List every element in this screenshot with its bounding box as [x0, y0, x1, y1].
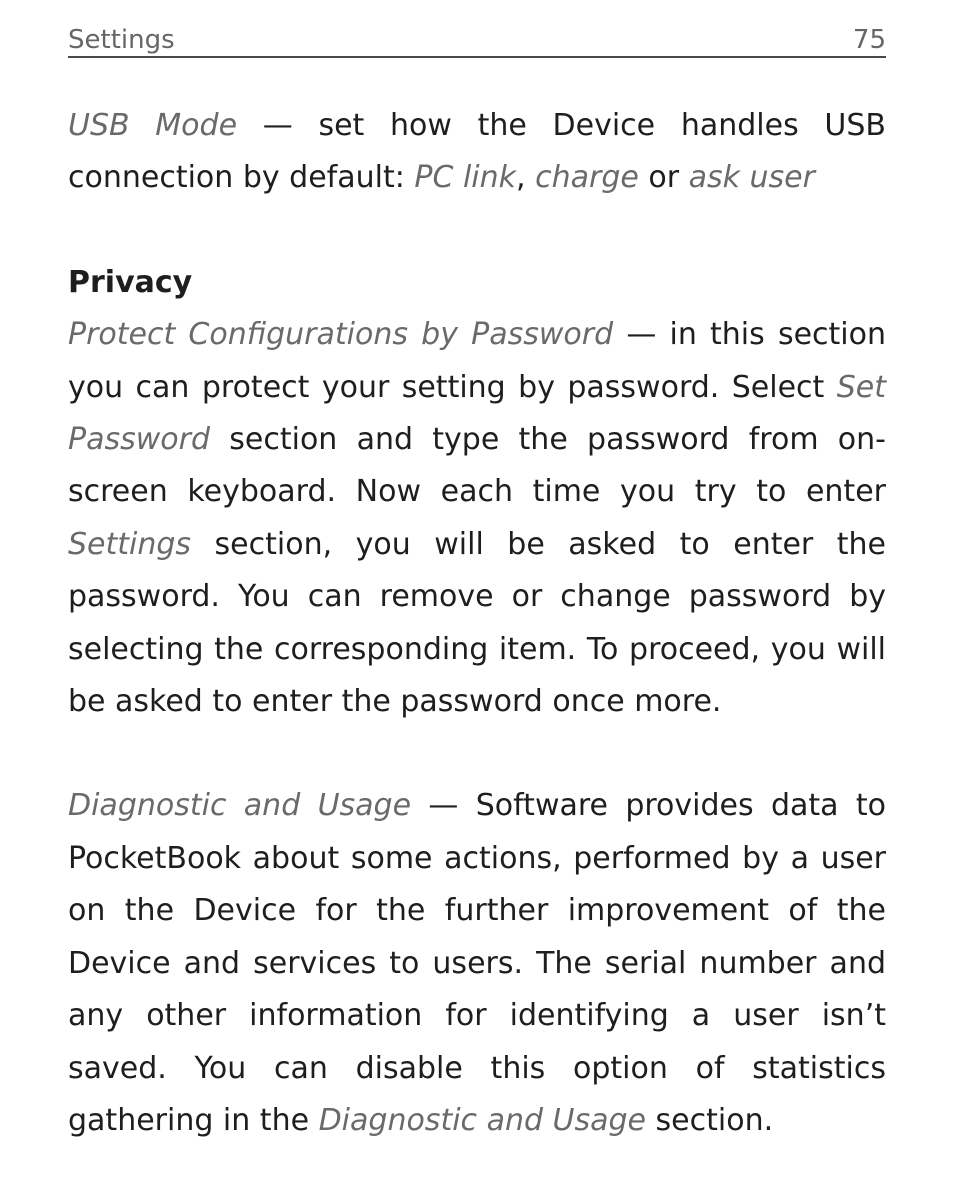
settings-term: Settings [68, 526, 192, 562]
usb-mode-paragraph [68, 100, 886, 205]
page-header [68, 0, 886, 58]
diagnostic-usage-term: Diagnostic and Usage [68, 788, 412, 824]
privacy-text-2: section and type the password from on-screen keyboard. Now each time you try to enter [68, 422, 886, 510]
diagnostic-text-2: section. [646, 1102, 774, 1138]
usb-mode-text: — set how the Device handles USB connection by default: [68, 108, 887, 196]
page-content [68, 100, 886, 1147]
privacy-heading: Privacy [68, 264, 193, 300]
privacy-text-3: section, you will be asked to enter the password. You can remove or change password by selecting the corresponding item. To proceed, you will be asked to enter the password once more. [68, 526, 886, 720]
diagnostic-text-1: — Software provides data to PocketBook about some actions, performed by a user on the Device for the further improvement of the Device and services to users. The serial number and any other information for identifying a user isn’t saved. You can disable this option of statistics gathering in the [68, 788, 886, 1138]
usb-mode-term: USB Mode [68, 108, 238, 143]
diagnostic-paragraph [68, 780, 886, 1147]
usb-separator-2: or [638, 160, 689, 196]
usb-option-pc-link: PC link [414, 160, 517, 196]
protect-password-term: Protect Configurations by Password [68, 317, 614, 353]
header-section-title: Settings [68, 25, 175, 55]
usb-option-charge: charge [535, 160, 639, 196]
set-password-term: Set Password [68, 369, 886, 458]
usb-separator-1: , [516, 160, 536, 196]
privacy-paragraph [68, 309, 886, 728]
privacy-text-1: — in this section you can protect your setting by password. Select [68, 317, 886, 405]
document-page [68, 0, 886, 1147]
usb-option-ask-user: ask user [688, 160, 815, 196]
diagnostic-usage-term-2: Diagnostic and Usage [318, 1102, 647, 1138]
page-number: 75 [852, 25, 886, 55]
